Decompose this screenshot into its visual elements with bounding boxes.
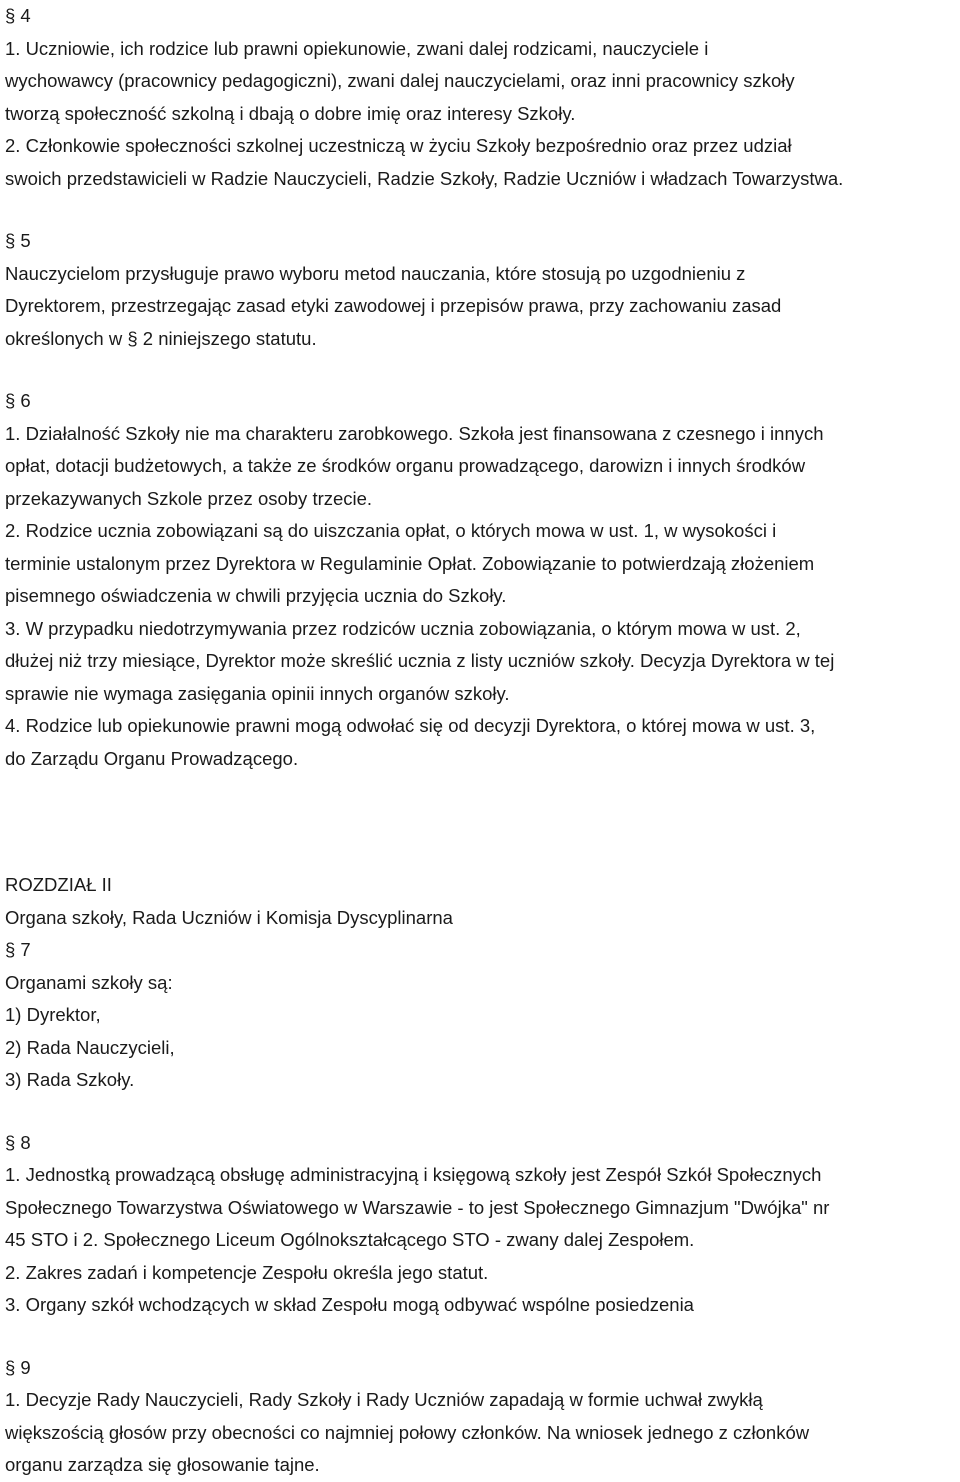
section-heading: § 8	[5, 1131, 31, 1153]
text-line: 2. Zakres zadań i kompetencje Zespołu określa jego statut.	[5, 1261, 489, 1283]
text-line: 4. Rodzice lub opiekunowie prawni mogą odwołać się od decyzji Dyrektora, o której mowa w ust. 3,	[5, 715, 816, 736]
section-4	[5, 0, 955, 195]
section-8	[5, 1127, 955, 1322]
text-line: Społecznego Towarzystwa Oświatowego w Warszawie - to jest Społecznego Gimnazjum "Dwójka" nr	[5, 1196, 830, 1218]
text-line: 2. Rodzice ucznia zobowiązani są do uiszczania opłat, o których mowa w ust. 1, w wysokości i	[5, 520, 777, 541]
section-9	[5, 1352, 955, 1482]
spacer	[5, 195, 955, 225]
chapter-header	[5, 869, 955, 934]
text-line: wychowawcy (pracownicy pedagogiczni), zwani dalej nauczycielami, oraz inni pracownicy szkoły	[5, 70, 795, 91]
section-heading: § 5	[5, 230, 31, 251]
text-line: 3. Organy szkół wchodzących w skład Zespołu mogą odbywać wspólne posiedzenia	[5, 1294, 694, 1315]
text-line: 2. Członkowie społeczności szkolnej uczestniczą w życiu Szkoły bezpośrednio oraz przez udział	[5, 135, 792, 156]
text-line: 2) Rada Nauczycieli,	[5, 1036, 175, 1058]
section-7	[5, 934, 955, 1097]
text-line: 3) Rada Szkoły.	[5, 1069, 135, 1090]
text-line: terminie ustalonym przez Dyrektora w Regulaminie Opłat. Zobowiązanie to potwierdzają złożeniem	[5, 552, 815, 574]
section-heading: § 7	[5, 939, 31, 960]
chapter-subtitle: Organa szkoły, Rada Uczniów i Komisja Dyscyplinarna	[5, 906, 453, 928]
text-line: Organami szkoły są:	[5, 971, 173, 993]
spacer	[5, 1322, 955, 1352]
text-line: opłat, dotacji budżetowych, a także ze środków organu prowadzącego, darowizn i innych środków	[5, 455, 806, 476]
text-line: 1. Jednostką prowadzącą obsługę administracyjną i księgową szkoły jest Zespół Szkół Społecznych	[5, 1164, 822, 1185]
spacer	[5, 837, 955, 869]
section-5	[5, 225, 955, 355]
text-line: Dyrektorem, przestrzegając zasad etyki zawodowej i przepisów prawa, przy zachowaniu zasad	[5, 295, 782, 316]
section-heading: § 9	[5, 1356, 31, 1378]
chapter-title: ROZDZIAŁ II	[5, 874, 112, 895]
section-6	[5, 385, 955, 775]
spacer	[5, 355, 955, 385]
section-heading: § 4	[5, 5, 31, 26]
document-page	[5, 0, 955, 1482]
text-line: większością głosów przy obecności co najmniej połowy członków. Na wniosek jednego z członków	[5, 1421, 810, 1443]
text-line: swoich przedstawicieli w Radzie Nauczycieli, Radzie Szkoły, Radzie Uczniów i władzach Towarzystwa.	[5, 167, 844, 189]
text-line: dłużej niż trzy miesiące, Dyrektor może skreślić ucznia z listy uczniów szkoły. Decyzja Dyrektora w tej	[5, 650, 835, 671]
text-line: określonych w § 2 niniejszego statutu.	[5, 327, 317, 349]
text-line: 3. W przypadku niedotrzymywania przez rodziców ucznia zobowiązania, o którym mowa w ust. 2,	[5, 617, 801, 639]
text-line: 1. Decyzje Rady Nauczycieli, Rady Szkoły i Rady Uczniów zapadają w formie uchwał zwykłą	[5, 1389, 763, 1410]
text-line: 45 STO i 2. Społecznego Liceum Ogólnokształcącego STO - zwany dalej Zespołem.	[5, 1229, 695, 1250]
text-line: 1. Uczniowie, ich rodzice lub prawni opiekunowie, zwani dalej rodzicami, nauczyciele i	[5, 37, 709, 59]
spacer	[5, 1097, 955, 1127]
text-line: 1) Dyrektor,	[5, 1004, 101, 1025]
spacer	[5, 775, 955, 837]
section-heading: § 6	[5, 390, 31, 411]
text-line: do Zarządu Organu Prowadzącego.	[5, 747, 299, 769]
text-line: pisemnego oświadczenia w chwili przyjęcia ucznia do Szkoły.	[5, 585, 507, 606]
text-line: tworzą społeczność szkolną i dbają o dobre imię oraz interesy Szkoły.	[5, 102, 576, 124]
text-line: organu zarządza się głosowanie tajne.	[5, 1454, 320, 1475]
text-line: 1. Działalność Szkoły nie ma charakteru zarobkowego. Szkoła jest finansowana z czesnego i innych	[5, 422, 824, 444]
text-line: sprawie nie wymaga zasięgania opinii innych organów szkoły.	[5, 682, 510, 704]
text-line: przekazywanych Szkole przez osoby trzecie.	[5, 487, 373, 509]
text-line: Nauczycielom przysługuje prawo wyboru metod nauczania, które stosują po uzgodnieniu z	[5, 262, 746, 284]
